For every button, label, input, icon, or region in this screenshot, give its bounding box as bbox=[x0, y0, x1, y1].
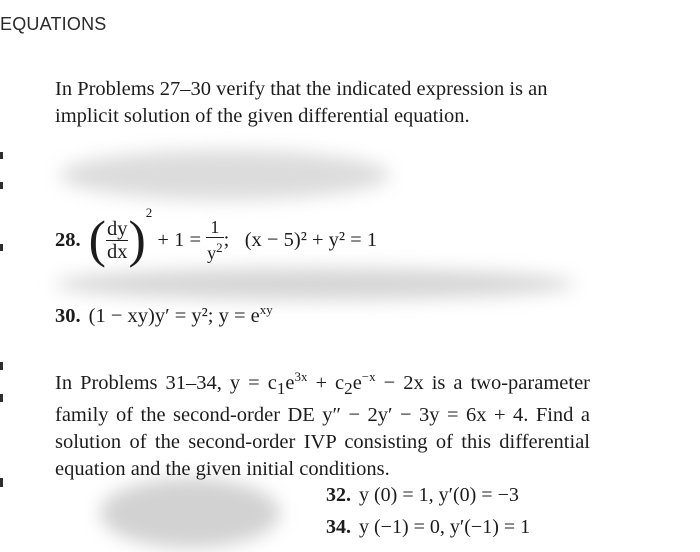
margin-mark bbox=[0, 244, 3, 251]
implicit-solution: (x − 5)² + y² = 1 bbox=[244, 228, 378, 251]
equation-mid: + 1 = bbox=[157, 228, 202, 251]
reciprocal-fraction: $\frac{1}{y^2}$ bbox=[207, 216, 223, 263]
problem-number: 34. bbox=[326, 516, 351, 538]
section-header: EQUATIONS bbox=[0, 14, 107, 34]
initial-conditions: y (−1) = 0, y′(−1) = 1 bbox=[359, 516, 531, 538]
equation-text: (1 − xy)y′ = y²; y = e bbox=[88, 304, 260, 327]
problem-34 bbox=[326, 516, 530, 539]
margin-mark bbox=[0, 478, 3, 487]
problem-number: 30. bbox=[55, 304, 81, 327]
problem-30: 30. (1 − xy)y′ = y²; $y = e^{xy}$ bbox=[55, 302, 273, 327]
intro-paragraph: In Problems 27–30 verify that the indicated expression is an implicit solution of the given differential equation. bbox=[55, 78, 548, 127]
problem-number: 32. bbox=[326, 484, 351, 506]
family-paragraph: In Problems 31–34, $y = c_1e^{3x} + c_2e^{-x} - 2x$ is a two-parameter family of the second-order DE y″ − 2y′ − 3y = 6x + 4. Find a solution of the second-order IVP consisting of this differential equation and the given initial conditions. bbox=[55, 369, 590, 480]
initial-conditions: y (0) = 1, y′(0) = −3 bbox=[359, 484, 519, 506]
problem-32 bbox=[326, 484, 519, 507]
margin-mark bbox=[0, 362, 3, 370]
problem-number: 28. bbox=[55, 228, 81, 251]
margin-mark bbox=[0, 182, 3, 189]
left-paren: ( bbox=[88, 211, 106, 269]
derivative-fraction: $\frac{dy}{dx}$ bbox=[106, 217, 128, 263]
margin-mark bbox=[0, 394, 3, 402]
right-paren: ) bbox=[128, 211, 146, 269]
blur-smudge bbox=[100, 478, 280, 548]
blur-smudge bbox=[60, 150, 390, 200]
problem-28: 28. ( $\frac{dy}{dx}$ )$^2$ + 1 = $\frac{1}{y^2}$ ; (x − 5)² + y² = 1 bbox=[55, 205, 378, 269]
blur-smudge bbox=[55, 268, 575, 300]
margin-mark bbox=[0, 152, 3, 159]
